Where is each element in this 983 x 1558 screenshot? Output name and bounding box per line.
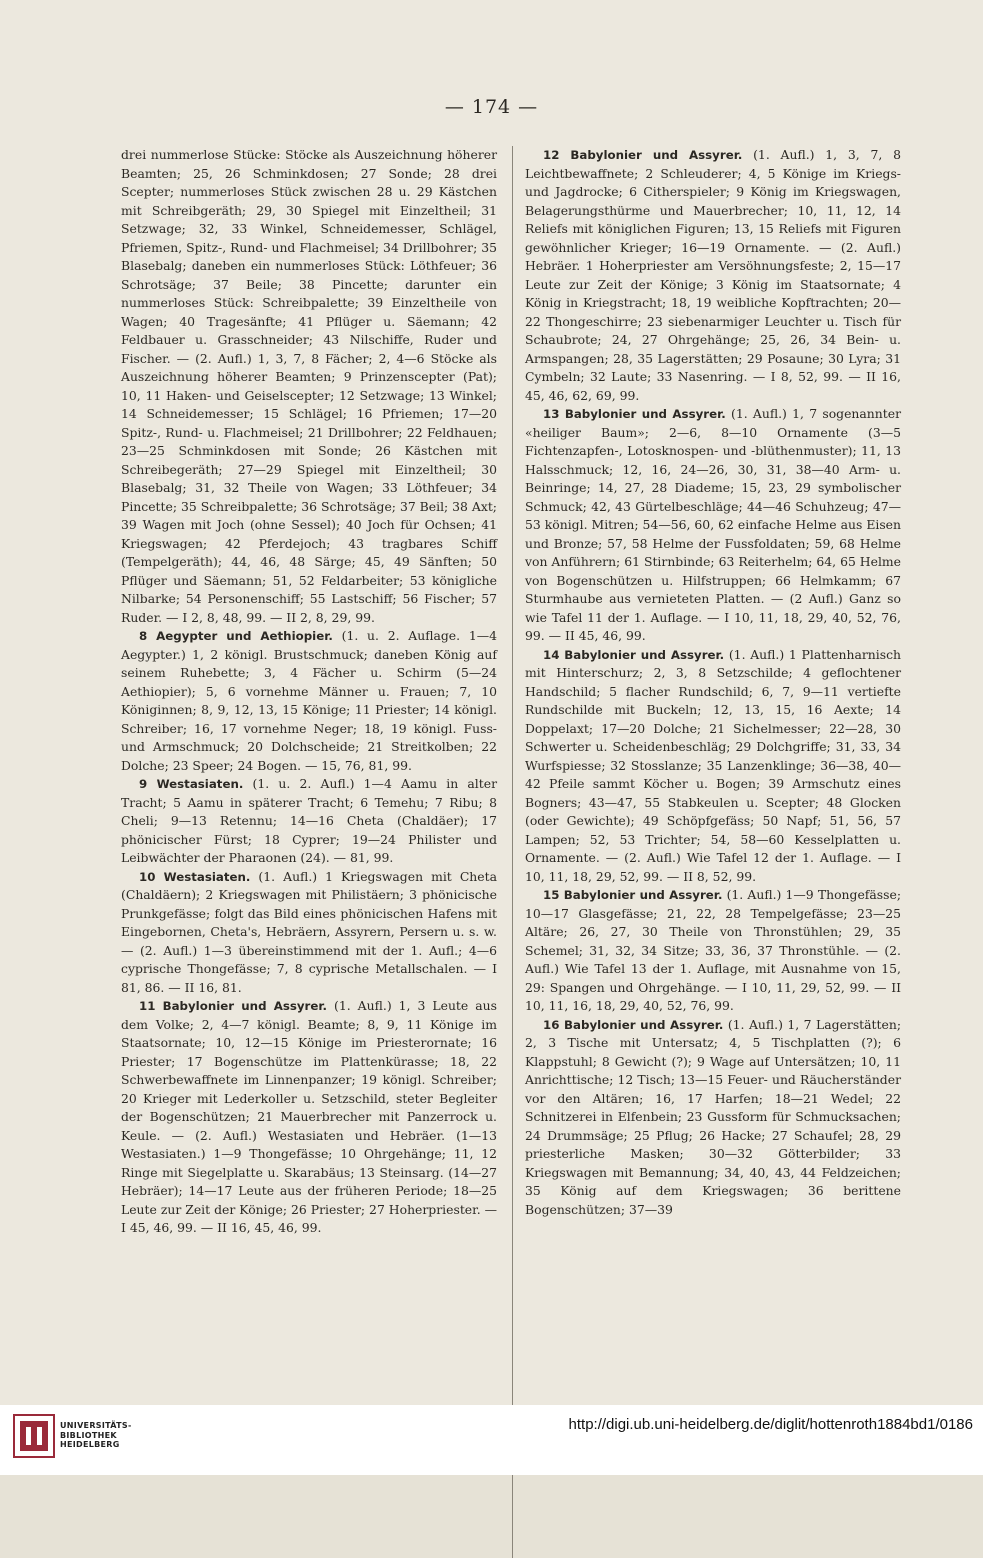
- paragraph: 8 Aegypter und Aethiopier. (1. u. 2. Auflage. 1—4 Aegypter.) 1, 2 königl. Brustschmuck; daneben König auf seinem Ruhebette; 3, 4 Fächer u. Schirm (5—24 Aethiopier); 5, 6 vornehme Männer u. Frauen; 7, 10 Königinnen; 8, 9, 12, 13, 15 Könige; 11 Priester; 14 königl. Schreiber; 16, 17 vornehme Neger; 18, 19 königl. Fuss- und Armschmuck; 20 Dolchscheide; 21 Streitkolben; 22 Dolche; 23 Speer; 24 Bogen. — 15, 76, 81, 99.: [121, 628, 497, 773]
- paragraph: 16 Babylonier und Assyrer. (1. Aufl.) 1, 7 Lagerstätten; 2, 3 Tische mit Untersatz; 4, 5 Tischplatten (?); 6 Klappstuhl; 8 Gewicht (?); 9 Wage auf Untersätzen; 10, 11 Anrichttische; 12 Tisch; 13—15 Feuer- und Räucherständer vor den Altären; 16, 17 Harfen; 18—21 Wedel; 22 Schnitzerei in Elfenbein; 23 Gussform für Schmucksachen; 24 Drummsäge; 25 Pflug; 26 Hacke; 27 Schaufel; 28, 29 priesterliche Masken; 30—32 Götterbilder; 33 Kriegswagen mit Bemannung; 34, 40, 43, 44 Feldzeichen; 35 König auf dem Kriegswagen; 36 berittene Bogenschützen; 37—39: [525, 1016, 901, 1217]
- paragraph: 14 Babylonier und Assyrer. (1. Aufl.) 1 Plattenharnisch mit Hinterschurz; 2, 3, 8 Setzschilde; 4 geflochtener Handschild; 5 flacher Rundschild; 6, 7, 9—11 vertiefte Rundschilde mit Buckeln; 12, 13, 15, 16 Aexte; 14 Doppelaxt; 17—20 Dolche; 21 Sichelmesser; 22—28, 30 Schwerter u. Scheidenbeschläg; 29 Dolchgriffe; 31, 33, 34 Wurfspiesse; 32 Stosslanze; 35 Lanzenklinge; 36—38, 40—42 Pfeile sammt Köcher u. Bogen; 39 Armschutz eines Bogners; 43—47, 55 Stabkeulen u. Scepter; 48 Glocken (oder Gewichte); 49 Schöpfgefäss; 50 Napf; 51, 56, 57 Lampen; 52, 53 Trichter; 54, 58—60 Kesselplatten u. Ornamente. — (2. Aufl.) Wie Tafel 12 der 1. Auflage. — I 10, 11, 18, 29, 52, 99. — II 8, 52, 99.: [525, 646, 901, 884]
- paragraph: 13 Babylonier und Assyrer. (1. Aufl.) 1, 7 sogenannter «heiliger Baum»; 2—6, 8—10 Ornamente (3—5 Fichtenzapfen-, Lotosknospen- und -blüthenmuster); 11, 13 Halsschmuck; 12, 16, 24—26, 30, 31, 38—40 Arm- u. Beinringe; 14, 27, 28 Diademe; 15, 23, 29 symbolischer Schmuck; 42, 43 Gürtelbeschläge; 44—46 Schuhzeug; 47—53 königl. Mitren; 54—56, 60, 62 einfache Helme aus Eisen und Bronze; 57, 58 Helme der Fussfoldaten; 59, 68 Helme von Anführern; 61 Stirnbinde; 63 Reiterhelm; 64, 65 Helme von Bogenschützen u. Hilfstruppen; 66 Helmkamm; 67 Sturmhaube aus vernieteten Platten. — (2 Aufl.) Ganz so wie Tafel 11 der 1. Auflage. — I 10, 11, 18, 29, 40, 52, 76, 99. — II 45, 46, 99.: [525, 406, 901, 643]
- section-heading: 13 Babylonier und Assyrer.: [543, 407, 726, 421]
- section-heading: 8 Aegypter und Aethiopier.: [139, 629, 333, 643]
- left-column: [121, 146, 497, 1238]
- column-divider: [512, 146, 513, 1558]
- right-column: [525, 146, 901, 1219]
- source-url-link[interactable]: http://digi.ub.uni-heidelberg.de/diglit/hottenroth1884bd1/0186: [568, 1416, 973, 1433]
- paragraph: 11 Babylonier und Assyrer. (1. Aufl.) 1, 3 Leute aus dem Volke; 2, 4—7 königl. Beamte; 8, 9, 11 Könige im Staatsornate; 10, 12—15 Könige im Priesterornate; 16 Priester; 17 Bogenschütze im Plattenkürasse; 18, 22 Schwerbewaffnete im Linnenpanzer; 19 königl. Schreiber; 20 Krieger mit Lederkoller u. Setzschild, steter Begleiter der Bogenschützen; 21 Mauerbrecher mit Panzerrock u. Keule. — (2. Aufl.) Westasiaten und Hebräer. (1—13 Westasiaten.) 1—9 Thongefässe; 10 Ohrgehänge; 11, 12 Ringe mit Siegelplatte u. Skarabäus; 13 Steinsarg. (14—27 Hebräer); 14—17 Leute aus der früheren Periode; 18—25 Leute zur Zeit der Könige; 26 Priester; 27 Hoherpriester. — I 45, 46, 99. — II 16, 45, 46, 99.: [121, 998, 497, 1235]
- section-heading: 15 Babylonier und Assyrer.: [543, 888, 723, 902]
- section-heading: 10 Westasiaten.: [139, 869, 251, 884]
- paragraph: 12 Babylonier und Assyrer. (1. Aufl.) 1, 3, 7, 8 Leichtbewaffnete; 2 Schleuderer; 4, 5 Könige im Kriegs- und Jagdrocke; 6 Citherspieler; 9 König im Kriegswagen, Belagerungsthürme und Mauerbrecher; 10, 11, 12, 14 Reliefs mit königlichen Figuren; 13, 15 Reliefs mit Figuren gewöhnlicher Krieger; 16—19 Ornamente. — (2. Aufl.) Hebräer. 1 Hoherpriester am Versöhnungsfeste; 2, 15—17 Leute zur Zeit der Könige; 3 König im Staatsornate; 4 König in Kriegstracht; 18, 19 weibliche Kopftrachten; 20—22 Thongeschirre; 23 siebenarmiger Leuchter u. Tisch für Schaubrote; 24, 27 Ohrgehänge; 25, 26, 34 Bein- u. Armspangen; 28, 35 Lagerstätten; 29 Posaune; 30 Lyra; 31 Cymbeln; 32 Laute; 33 Nasenring. — I 8, 52, 99. — II 16, 45, 46, 62, 69, 99.: [525, 147, 901, 403]
- paragraph: 15 Babylonier und Assyrer. (1. Aufl.) 1—9 Thongefässe; 10—17 Glasgefässe; 21, 22, 28 Tempelgefässe; 23—25 Altäre; 26, 27, 30 Theile von Thronstühlen; 29, 35 Schemel; 31, 32, 34 Sitze; 33, 36, 37 Thronstühle. — (2. Aufl.) Wie Tafel 13 der 1. Auflage, mit Ausnahme von 15, 29: Spangen und Ohrgehänge. — I 10, 11, 29, 52, 99. — II 10, 11, 16, 18, 29, 40, 52, 76, 99.: [525, 887, 901, 1013]
- library-name: UNIVERSITÄTS- BIBLIOTHEK HEIDELBERG: [60, 1421, 132, 1449]
- paragraph: 10 Westasiaten. (1. Aufl.) 1 Kriegswagen mit Cheta (Chaldäern); 2 Kriegswagen mit Philistäern; 3 phönicische Prunkgefässe; folgt das Bild eines phönicischen Hafens mit Eingebornen, Cheta's, Hebräern, Assyrern, Persern u. s. w. — (2. Aufl.) 1—3 übereinstimmend mit der 1. Aufl.; 4—6 cyprische Thongefässe; 7, 8 cyprische Metallschalen. — I 81, 86. — II 16, 81.: [121, 868, 497, 995]
- footer-bar: [0, 1405, 983, 1475]
- section-heading: 11 Babylonier und Assyrer.: [139, 999, 327, 1013]
- section-heading: 14 Babylonier und Assyrer.: [543, 647, 725, 662]
- university-seal-icon: [12, 1413, 56, 1459]
- paragraph: 9 Westasiaten. (1. u. 2. Aufl.) 1—4 Aamu in alter Tracht; 5 Aamu in späterer Tracht; 6 Temehu; 7 Ribu; 8 Cheli; 9—13 Retennu; 14—16 Cheta (Chaldäer); 17 phönicischer Fürst; 18 Cyprer; 19—24 Philister und Leibwächter der Pharaonen (24). — 81, 99.: [121, 776, 498, 865]
- section-heading: 12 Babylonier und Assyrer.: [543, 148, 743, 162]
- section-heading: 16 Babylonier und Assyrer.: [543, 1017, 724, 1032]
- section-heading: 9 Westasiaten.: [139, 777, 244, 791]
- paragraph: drei nummerlose Stücke: Stöcke als Auszeichnung höherer Beamten; 25, 26 Schminkdosen; 27 Sonde; 28 drei Scepter; nummerloses Stück zwischen 28 u. 29 Kästchen mit Schreibgeräth; 29, 30 Spiegel mit Einzeltheil; 31 Setzwage; 32, 33 Winkel, Schneidemesser, Schlägel, Pfriemen, Spitz-, Rund- und Flachmeisel; 34 Drillbohrer; 35 Blasebalg; daneben ein nummerloses Stück: Löthfeuer; 36 Schrotsäge; 37 Beile; 38 Pincette; darunter ein nummerloses Stück: Schreibpalette; 39 Einzeltheile von Wagen; 40 Tragesänfte; 41 Pflüger u. Säemann; 42 Feldbauer u. Grasschneider; 43 Nilschiffe, Ruder und Fischer. — (2. Aufl.) 1, 3, 7, 8 Fächer; 2, 4—6 Stöcke als Auszeichnung höherer Beamten; 9 Prinzenscepter (Pat); 10, 11 Haken- und Geiselscepter; 12 Setzwage; 13 Winkel; 14 Schneidemesser; 15 Schlägel; 16 Pfriemen; 17—20 Spitz-, Rund- u. Flachmeisel; 21 Drillbohrer; 22 Feldhauen; 23—25 Schminkdosen mit Sonde; 26 Kästchen mit Schreibegeräth; 27—29 Spiegel mit Einzeltheil; 30 Blasebalg; 31, 32 Theile von Wagen; 33 Löthfeuer; 34 Pincette; 35 Schreibpalette; 36 Schrotsäge; 37 Beil; 38 Axt; 39 Wagen mit Joch (ohne Sessel); 40 Joch für Ochsen; 41 Kriegswagen; 42 Pferdejoch; 43 tragbares Schiff (Tempelgeräth); 44, 46, 48 Särge; 45, 49 Sänften; 50 Pflüger und Säemann; 51, 52 Feldarbeiter; 53 königliche Nilbarke; 54 Personenschiff; 55 Lastschiff; 56 Fischer; 57 Ruder. — I 2, 8, 48, 99. — II 2, 8, 29, 99.: [121, 147, 497, 625]
- page-number: — 174 —: [444, 96, 539, 118]
